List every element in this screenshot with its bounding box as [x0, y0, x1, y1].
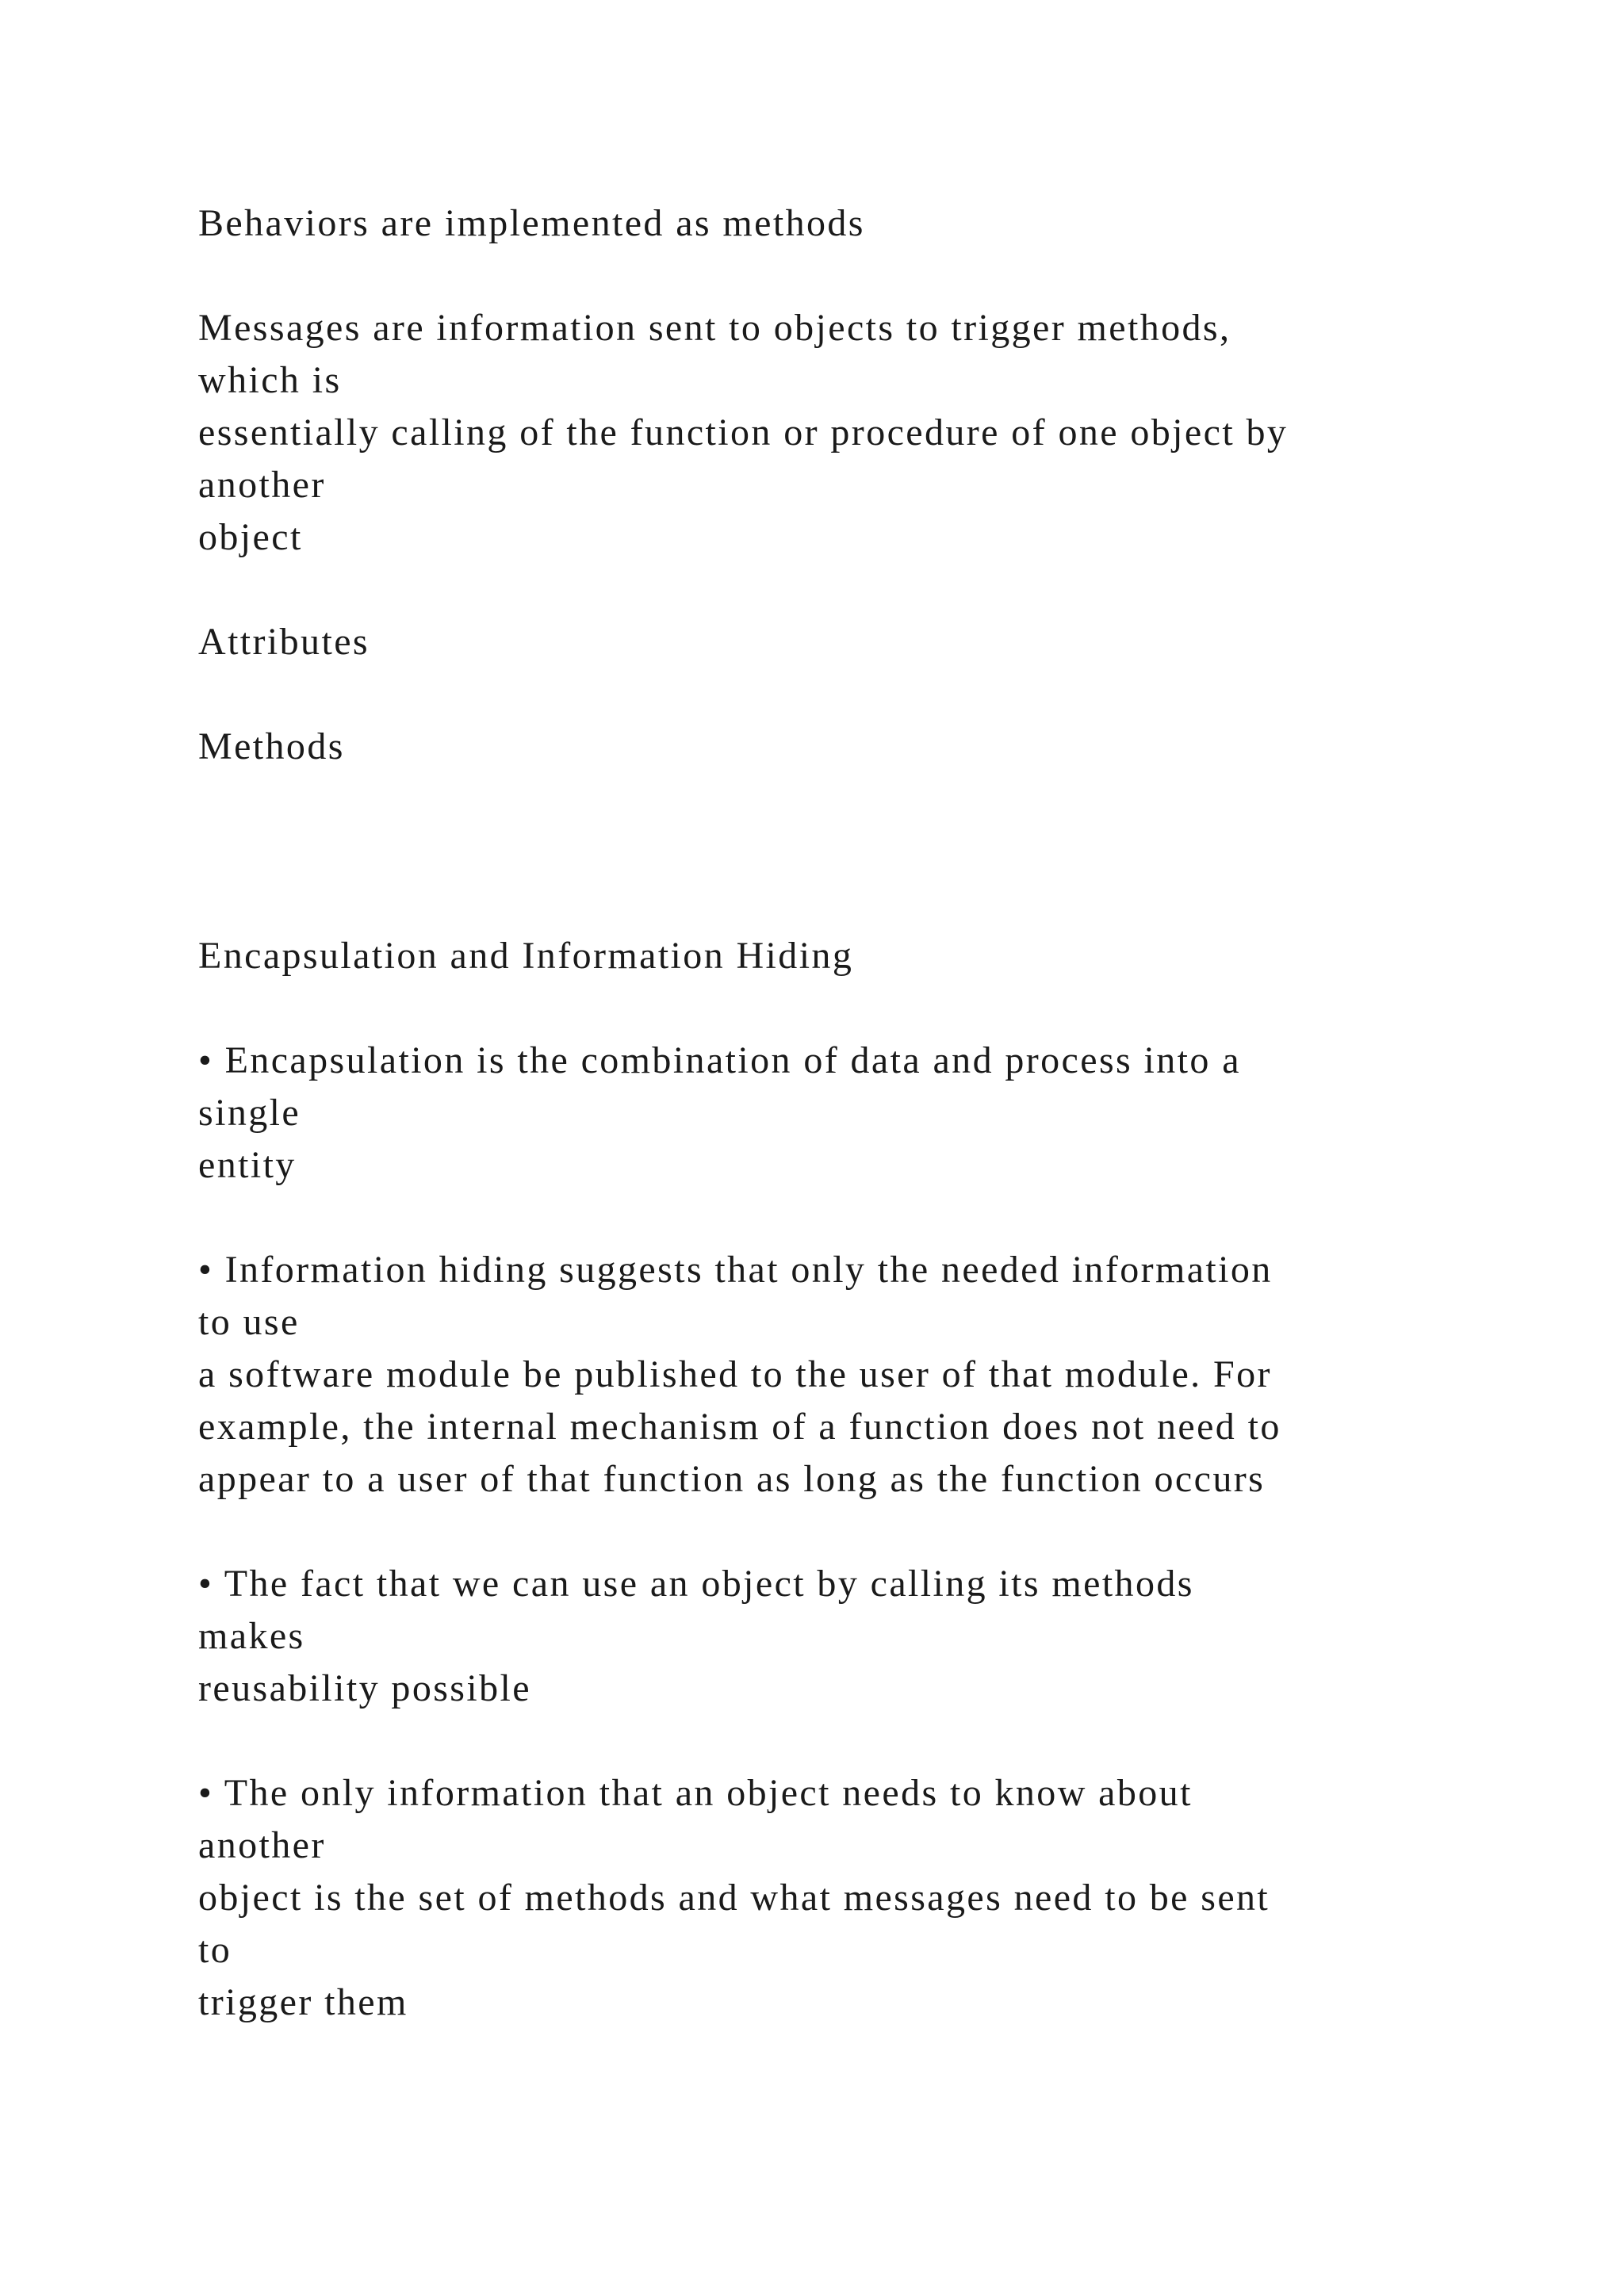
messages-line-3: essentially calling of the function or procedure of one object by — [198, 411, 1289, 453]
bullet-4-line-4: to — [198, 1929, 232, 1971]
bullet-2-line-5: appear to a user of that function as long as the function occurs — [198, 1458, 1266, 1500]
bullet-3-line-1: • The fact that we can use an object by calling its methods — [198, 1563, 1194, 1605]
bullet-3-line-3: reusability possible — [198, 1667, 531, 1709]
messages-line-1: Messages are information sent to objects to trigger methods, — [198, 307, 1231, 349]
bullet-4-line-5: trigger them — [198, 1981, 408, 2023]
messages-line-4: another — [198, 464, 326, 506]
section-heading: Encapsulation and Information Hiding — [198, 935, 854, 977]
bullet-1-line-2: single — [198, 1092, 301, 1134]
behaviors-paragraph: Behaviors are implemented as methods — [198, 202, 865, 244]
bullet-2-line-1: • Information hiding suggests that only the needed information — [198, 1249, 1273, 1291]
bullet-2-line-2: to use — [198, 1301, 300, 1343]
messages-line-2: which is — [198, 359, 342, 401]
bullet-1-line-3: entity — [198, 1144, 297, 1186]
bullet-4-line-1: • The only information that an object needs to know about — [198, 1772, 1193, 1814]
bullet-2-line-4: example, the internal mechanism of a function does not need to — [198, 1406, 1281, 1448]
bullet-4-line-2: another — [198, 1824, 326, 1866]
bullet-4-line-3: object is the set of methods and what messages need to be sent — [198, 1877, 1270, 1919]
bullet-1-line-1: • Encapsulation is the combination of data and process into a — [198, 1039, 1241, 1081]
bullet-3-line-2: makes — [198, 1615, 305, 1657]
methods-label: Methods — [198, 725, 345, 767]
bullet-2-line-3: a software module be published to the user of that module. For — [198, 1353, 1272, 1395]
attributes-label: Attributes — [198, 621, 370, 663]
messages-line-5: object — [198, 516, 303, 558]
